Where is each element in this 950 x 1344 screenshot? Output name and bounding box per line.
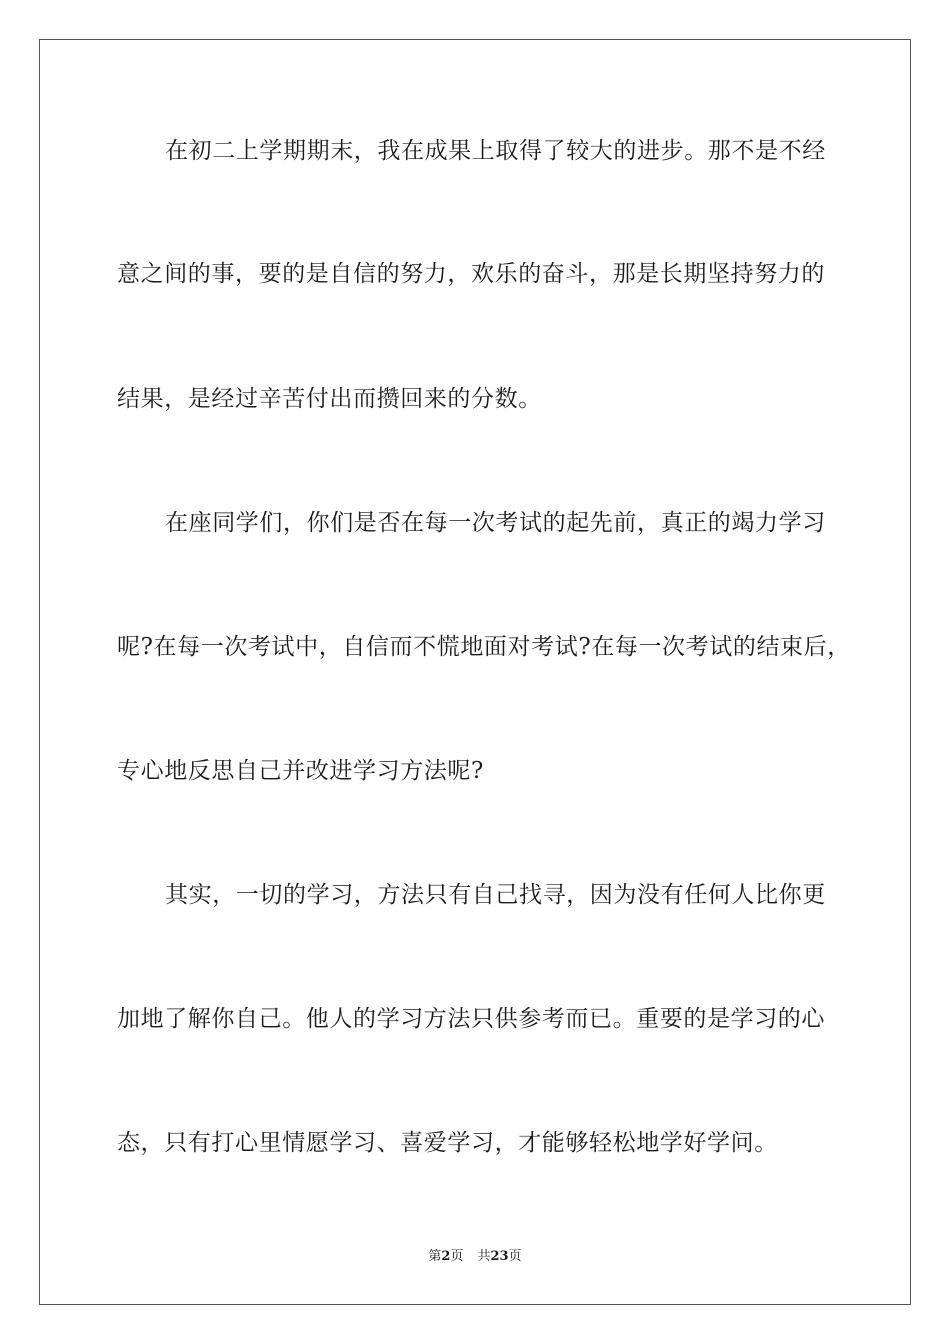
page-prefix: 第	[428, 1249, 442, 1264]
page-number: 2	[441, 1249, 451, 1264]
paragraph-1-line-1: 在初二上学期期末，我在成果上取得了较大的进步。那不是不经	[165, 138, 826, 164]
paragraph-3-line-2: 加地了解你自己。他人的学习方法只供参考而已。重要的是学习的心	[117, 1006, 825, 1032]
paragraph-3-line-3: 态，只有打心里情愿学习、喜爱学习，才能够轻松地学好学问。	[117, 1130, 778, 1156]
total-pages: 23	[490, 1249, 509, 1264]
page-footer	[0, 1249, 950, 1265]
paragraph-2-line-2: 呢?在每一次考试中，自信而不慌地面对考试?在每一次考试的结束后，	[117, 634, 851, 660]
total-suffix: 页	[508, 1249, 522, 1264]
page-border	[39, 39, 911, 1305]
paragraph-1-line-3: 结果，是经过辛苦付出而攒回来的分数。	[117, 386, 542, 412]
total-prefix: 共	[477, 1249, 491, 1264]
page-suffix: 页	[450, 1249, 464, 1264]
paragraph-3-line-1: 其实，一切的学习，方法只有自己找寻，因为没有任何人比你更	[165, 882, 826, 908]
paragraph-2-line-1: 在座同学们，你们是否在每一次考试的起先前，真正的竭力学习	[165, 510, 826, 536]
paragraph-2-line-3: 专心地反思自己并改进学习方法呢?	[117, 758, 484, 784]
paragraph-1-line-2: 意之间的事，要的是自信的努力，欢乐的奋斗，那是长期坚持努力的	[117, 261, 825, 287]
